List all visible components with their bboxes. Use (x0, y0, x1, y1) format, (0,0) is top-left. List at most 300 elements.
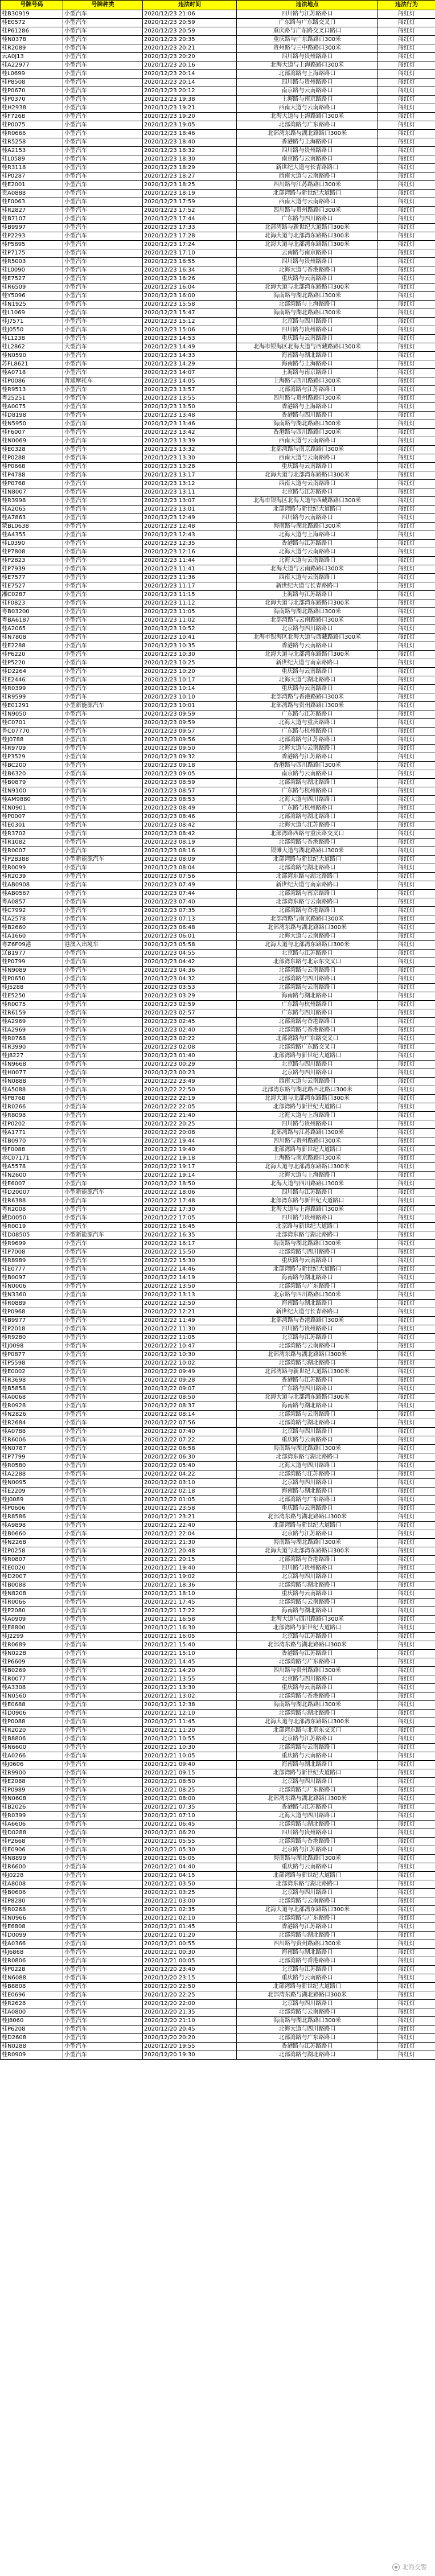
table-row (1, 1240, 435, 1248)
cell-violation-location: 北部湾路与香港路路口300米 (237, 1317, 378, 1325)
table-row (1, 1692, 435, 1701)
cell-plate-number: 桂P0086 (1, 377, 63, 386)
cell-violation-behavior: 闯红灯 (378, 1607, 435, 1616)
table-row (1, 651, 435, 659)
cell-plate-type: 小型汽车 (63, 1633, 143, 1641)
cell-plate-number: 桂R9709 (1, 745, 63, 753)
cell-plate-number: 桂R5003 (1, 258, 63, 266)
cell-violation-location: 北京路与四川路路口 (237, 1428, 378, 1436)
cell-plate-type: 小型汽车 (63, 172, 143, 181)
cell-violation-time: 2020/12/21 07:10 (143, 1812, 237, 1821)
cell-plate-type: 小型汽车 (63, 164, 143, 172)
cell-violation-time: 2020/12/21 01:45 (143, 1923, 237, 1932)
cell-violation-location: 海南路与湖北路路口 (237, 1607, 378, 1616)
cell-violation-behavior: 闯红灯 (378, 1675, 435, 1684)
cell-violation-behavior: 闯红灯 (378, 1189, 435, 1197)
cell-violation-time: 2020/12/23 20:12 (143, 87, 237, 96)
cell-violation-time: 2020/12/23 08:19 (143, 839, 237, 847)
cell-violation-behavior: 闯红灯 (378, 1991, 435, 2000)
cell-violation-behavior: 闯红灯 (378, 1624, 435, 1633)
cell-violation-time: 2020/12/22 18:06 (143, 1189, 237, 1197)
table-row (1, 1573, 435, 1581)
cell-violation-time: 2020/12/21 05:05 (143, 1855, 237, 1863)
cell-plate-number: 桂A2969 (1, 1018, 63, 1026)
cell-violation-location: 海南路与湖北路路口 (237, 1274, 378, 1283)
cell-violation-location: 北京路与江苏路路口 (237, 950, 378, 958)
cell-violation-behavior: 闯红灯 (378, 1155, 435, 1163)
cell-violation-behavior: 闯红灯 (378, 36, 435, 44)
cell-plate-type: 小型汽车 (63, 1035, 143, 1043)
cell-violation-location: 北京路与四川路路口 (237, 625, 378, 634)
cell-plate-type: 小型汽车 (63, 1240, 143, 1248)
cell-violation-location: 重庆路与云南路路口 (237, 1752, 378, 1761)
cell-violation-behavior: 闯红灯 (378, 1351, 435, 1359)
cell-plate-type: 小型汽车 (63, 1752, 143, 1761)
cell-violation-time: 2020/12/23 19:05 (143, 121, 237, 130)
cell-violation-location: 北部湾路与南京路路口 (237, 890, 378, 898)
table-row (1, 1513, 435, 1522)
cell-violation-behavior: 闯红灯 (378, 1470, 435, 1479)
cell-violation-time: 2020/12/23 16:26 (143, 275, 237, 284)
cell-plate-type: 小型汽车 (63, 779, 143, 787)
cell-violation-behavior: 闯红灯 (378, 79, 435, 87)
cell-plate-number: 桂L2862 (1, 343, 63, 352)
table-row (1, 950, 435, 958)
cell-plate-type: 小型汽车 (63, 890, 143, 898)
cell-violation-behavior: 闯红灯 (378, 463, 435, 471)
cell-plate-number: 桂R0075 (1, 1001, 63, 1009)
cell-plate-type: 小型汽车 (63, 1974, 143, 1983)
cell-plate-type: 小型汽车 (63, 1402, 143, 1411)
cell-violation-behavior: 闯红灯 (378, 1488, 435, 1496)
cell-violation-time: 2020/12/20 22:00 (143, 2000, 237, 2008)
cell-violation-behavior: 闯红灯 (378, 753, 435, 762)
cell-violation-time: 2020/12/22 09:07 (143, 1385, 237, 1394)
cell-violation-location: 北部湾东路与湖北路西北路口300米 (237, 1086, 378, 1095)
cell-plate-type: 小型汽车 (63, 87, 143, 96)
cell-violation-behavior: 闯红灯 (378, 625, 435, 634)
cell-violation-behavior: 闯红灯 (378, 924, 435, 932)
table-row (1, 599, 435, 608)
cell-violation-behavior: 闯红灯 (378, 1300, 435, 1308)
cell-plate-type: 小型汽车 (63, 1744, 143, 1752)
cell-plate-number: 桂A7863 (1, 514, 63, 523)
cell-plate-number: 桂D0099 (1, 1932, 63, 1940)
cell-plate-number: 桂A0266 (1, 1752, 63, 1761)
cell-plate-type: 小型汽车 (63, 1052, 143, 1061)
cell-plate-number: 桂R1082 (1, 839, 63, 847)
cell-violation-time: 2020/12/23 11:12 (143, 599, 237, 608)
cell-violation-location: 西南大道与云南路路口 (237, 172, 378, 181)
cell-violation-time: 2020/12/23 13:46 (143, 420, 237, 429)
cell-plate-number: 桂D2007 (1, 1573, 63, 1581)
cell-plate-type: 小型汽车 (63, 693, 143, 702)
cell-plate-number: 桂R2628 (1, 2000, 63, 2008)
cell-plate-type: 小型汽车 (63, 360, 143, 369)
cell-violation-location: 四川路与贵州路路口 (237, 1325, 378, 1334)
cell-violation-location: 北部湾路与湖北路路口 (237, 1419, 378, 1428)
table-row (1, 719, 435, 728)
cell-plate-number: 桂A0718 (1, 369, 63, 377)
cell-violation-behavior: 闯红灯 (378, 617, 435, 625)
cell-plate-type: 小型汽车 (63, 1470, 143, 1479)
table-row (1, 1769, 435, 1778)
cell-plate-number: 桂P2018 (1, 1325, 63, 1334)
cell-violation-behavior: 闯红灯 (378, 1701, 435, 1710)
table-row (1, 1718, 435, 1727)
cell-plate-type: 小型汽车 (63, 207, 143, 215)
table-row (1, 728, 435, 736)
table-row (1, 693, 435, 702)
cell-plate-number: 桂N3360 (1, 1291, 63, 1300)
cell-plate-number: 桂N7808 (1, 634, 63, 642)
table-row (1, 1974, 435, 1983)
cell-plate-type: 小型汽车 (63, 1026, 143, 1035)
cell-violation-location: 北海大道与四川路路口 (237, 2026, 378, 2034)
cell-violation-location: 南京路与云南路路口 (237, 155, 378, 164)
cell-plate-type: 小型汽车 (63, 318, 143, 326)
table-row (1, 753, 435, 762)
cell-violation-location: 北部湾东路与湖北路路口300米 (237, 1513, 378, 1522)
cell-plate-type: 小型汽车 (63, 301, 143, 309)
cell-plate-number: 桂P6208 (1, 2026, 63, 2034)
cell-plate-type: 小型汽车 (63, 1906, 143, 1914)
cell-plate-type: 小型汽车 (63, 847, 143, 856)
cell-violation-time: 2020/12/21 19:02 (143, 1573, 237, 1581)
cell-violation-time: 2020/12/21 17:45 (143, 1599, 237, 1607)
table-row (1, 96, 435, 104)
cell-plate-number: 桂P7939 (1, 565, 63, 574)
cell-plate-number: 桂P7008 (1, 1248, 63, 1257)
cell-violation-location: 北部湾东路与湖北路路口 (237, 1453, 378, 1462)
cell-violation-behavior: 闯红灯 (378, 1411, 435, 1419)
cell-violation-location: 海南路与湖北路路口300米 (237, 2017, 378, 2026)
cell-violation-behavior: 闯红灯 (378, 787, 435, 796)
cell-violation-location: 四川路与贵州路路口 (237, 79, 378, 87)
cell-violation-location: 北京路与四川路路口 (237, 1675, 378, 1684)
cell-violation-location: 海南路与湖北路路口300米 (237, 1855, 378, 1863)
cell-violation-time: 2020/12/21 14:20 (143, 1667, 237, 1675)
table-row (1, 2026, 435, 2034)
cell-violation-location: 重庆路与云南路路口 (237, 275, 378, 284)
cell-violation-behavior: 闯红灯 (378, 514, 435, 523)
table-row (1, 155, 435, 164)
table-row (1, 1180, 435, 1189)
table-row (1, 1155, 435, 1163)
cell-plate-type: 小型汽车 (63, 224, 143, 232)
cell-violation-behavior: 闯红灯 (378, 44, 435, 53)
table-row (1, 369, 435, 377)
cell-violation-time: 2020/12/22 04:22 (143, 1470, 237, 1479)
table-row (1, 531, 435, 540)
cell-violation-location: 北部湾路与香港路路口 (237, 1026, 378, 1035)
table-row (1, 1086, 435, 1095)
cell-plate-type: 小型汽车 (63, 1991, 143, 2000)
cell-plate-number: 桂F0088 (1, 1146, 63, 1155)
cell-violation-behavior: 闯红灯 (378, 326, 435, 335)
table-row (1, 565, 435, 574)
cell-violation-location: 海南路与湖北路路口 (237, 352, 378, 360)
cell-violation-location: 北海大道与北部湾东路路口300米 (237, 232, 378, 241)
cell-violation-behavior: 闯红灯 (378, 1564, 435, 1573)
cell-violation-time: 2020/12/23 05:58 (143, 941, 237, 950)
cell-violation-behavior: 闯红灯 (378, 155, 435, 164)
table-row (1, 403, 435, 412)
cell-violation-behavior: 闯红灯 (378, 1283, 435, 1291)
cell-plate-type: 小型汽车 (63, 2026, 143, 2034)
cell-violation-behavior: 闯红灯 (378, 1317, 435, 1325)
table-row (1, 79, 435, 87)
cell-violation-location: 北海大道与上海路路口300米 (237, 61, 378, 70)
cell-violation-behavior: 闯红灯 (378, 1735, 435, 1744)
cell-violation-location: 北海大道与北部湾东路路口300米 (237, 651, 378, 659)
table-row (1, 1419, 435, 1428)
cell-violation-location: 北部湾路与湖北路路口 (237, 779, 378, 787)
cell-plate-number: 桂P0799 (1, 958, 63, 967)
cell-plate-type: 小型汽车 (63, 1257, 143, 1266)
cell-violation-time: 2020/12/23 04:42 (143, 958, 237, 967)
table-row (1, 488, 435, 497)
cell-violation-behavior: 闯红灯 (378, 736, 435, 745)
header-violation-location: 违法地点 (237, 1, 378, 10)
cell-plate-type: 小型汽车 (63, 1701, 143, 1710)
cell-plate-type: 小型汽车 (63, 1505, 143, 1513)
table-row (1, 1061, 435, 1069)
table-row (1, 642, 435, 651)
cell-violation-behavior: 闯红灯 (378, 1957, 435, 1966)
cell-violation-time: 2020/12/21 16:58 (143, 1616, 237, 1624)
cell-violation-location: 上海路与南京路路口300米 (237, 1155, 378, 1163)
table-row (1, 1266, 435, 1274)
cell-violation-behavior: 闯红灯 (378, 104, 435, 113)
cell-violation-location: 广东路与杭州路路口 (237, 728, 378, 736)
cell-violation-time: 2020/12/23 13:39 (143, 437, 237, 446)
cell-plate-type: 小型汽车 (63, 625, 143, 634)
cell-plate-number: 桂N8007 (1, 488, 63, 497)
cell-plate-type: 小型汽车 (63, 608, 143, 617)
cell-violation-time: 2020/12/22 07:40 (143, 1428, 237, 1436)
cell-violation-location: 广东路与杭州路路口 (237, 787, 378, 796)
cell-violation-location: 上海路与南京路路口 (237, 96, 378, 104)
cell-plate-number: 桂N2826 (1, 1411, 63, 1419)
cell-plate-number: 桂P61286 (1, 27, 63, 36)
table-row (1, 1744, 435, 1752)
cell-plate-type: 小型汽车 (63, 565, 143, 574)
cell-plate-number: 桂R0099 (1, 864, 63, 873)
cell-violation-time: 2020/12/23 12:35 (143, 540, 237, 548)
cell-violation-location: 四川路与贵州路路口300米 (237, 1940, 378, 1949)
cell-violation-time: 2020/12/21 18:10 (143, 1590, 237, 1599)
cell-violation-time: 2020/12/22 19:44 (143, 1137, 237, 1146)
cell-violation-behavior: 闯红灯 (378, 1530, 435, 1539)
watermark (392, 2562, 427, 2571)
cell-violation-location: 新世纪大道与长青路路口 (237, 164, 378, 172)
cell-violation-time: 2020/12/23 11:17 (143, 582, 237, 591)
table-row (1, 2000, 435, 2008)
table-row (1, 10, 435, 19)
cell-plate-type: 小型汽车 (63, 1897, 143, 1906)
cell-violation-location: 北部湾路与江苏路路口 (237, 736, 378, 745)
cell-violation-time: 2020/12/23 18:19 (143, 190, 237, 198)
cell-violation-time: 2020/12/23 13:48 (143, 412, 237, 420)
cell-plate-number: 桂J0089 (1, 1496, 63, 1505)
table-row (1, 1991, 435, 2000)
cell-violation-time: 2020/12/23 07:56 (143, 873, 237, 881)
cell-plate-type: 小型汽车 (63, 1821, 143, 1829)
cell-plate-number: 桂B8806 (1, 1735, 63, 1744)
cell-violation-behavior: 闯红灯 (378, 258, 435, 266)
cell-plate-number: 藏D0050 (1, 1214, 63, 1223)
table-row (1, 1727, 435, 1735)
cell-violation-location: 香港路与四川路路口300米 (237, 429, 378, 437)
cell-violation-behavior: 闯红灯 (378, 471, 435, 480)
cell-plate-type: 小型新能源汽车 (63, 856, 143, 864)
cell-violation-behavior: 闯红灯 (378, 198, 435, 207)
cell-violation-behavior: 闯红灯 (378, 181, 435, 190)
table-row (1, 924, 435, 932)
cell-violation-behavior: 闯红灯 (378, 1821, 435, 1829)
cell-plate-number: 桂N0560 (1, 1692, 63, 1701)
cell-plate-type: 小型汽车 (63, 1112, 143, 1120)
cell-violation-location: 香港路与上海路路口 (237, 403, 378, 412)
cell-violation-time: 2020/12/21 06:20 (143, 1829, 237, 1838)
cell-violation-behavior: 闯红灯 (378, 2026, 435, 2034)
cell-violation-behavior: 闯红灯 (378, 1334, 435, 1342)
table-row (1, 1359, 435, 1368)
cell-violation-time: 2020/12/23 11:44 (143, 557, 237, 565)
cell-plate-type: 小型汽车 (63, 1479, 143, 1488)
cell-plate-type: 小型汽车 (63, 130, 143, 138)
cell-plate-number: 桂F0063 (1, 198, 63, 207)
table-row (1, 147, 435, 155)
cell-plate-number: 桂E0002 (1, 1368, 63, 1377)
cell-violation-time: 2020/12/23 13:12 (143, 480, 237, 488)
cell-violation-behavior: 闯红灯 (378, 1846, 435, 1855)
cell-plate-type: 小型汽车 (63, 437, 143, 446)
cell-violation-location: 重庆路与云南路路口 (237, 685, 378, 693)
cell-violation-location: 北京路与四川路路口 (237, 318, 378, 326)
cell-violation-time: 2020/12/22 19:14 (143, 1172, 237, 1180)
table-row (1, 318, 435, 326)
cell-violation-time: 2020/12/23 20:59 (143, 27, 237, 36)
cell-violation-location: 北部湾路与贵州路路口300米 (237, 702, 378, 710)
cell-plate-type: 小型汽车 (63, 719, 143, 728)
cell-violation-time: 2020/12/23 14:07 (143, 369, 237, 377)
cell-violation-location: 西南大道与云南路路口 (237, 480, 378, 488)
cell-plate-type: 小型汽车 (63, 113, 143, 121)
cell-violation-time: 2020/12/21 08:25 (143, 1786, 237, 1795)
cell-violation-time: 2020/12/23 10:20 (143, 668, 237, 676)
cell-plate-number: 桂C0701 (1, 719, 63, 728)
cell-plate-type: 小型汽车 (63, 1718, 143, 1727)
cell-plate-type: 小型汽车 (63, 181, 143, 190)
cell-plate-type: 小型汽车 (63, 1300, 143, 1308)
cell-plate-type: 小型汽车 (63, 53, 143, 61)
cell-plate-type: 小型汽车 (63, 1599, 143, 1607)
cell-violation-time: 2020/12/22 11:05 (143, 1334, 237, 1342)
cell-violation-behavior: 闯红灯 (378, 1308, 435, 1317)
cell-violation-behavior: 闯红灯 (378, 1769, 435, 1778)
cell-plate-number: 桂E6007 (1, 1180, 63, 1189)
cell-plate-number: 桂A8008 (1, 1880, 63, 1889)
cell-violation-behavior: 闯红灯 (378, 770, 435, 779)
cell-violation-location: 四川路与贵州路路口 (237, 1829, 378, 1838)
cell-violation-behavior: 闯红灯 (378, 61, 435, 70)
cell-plate-number: 桂P0989 (1, 1786, 63, 1795)
cell-violation-time: 2020/12/23 02:57 (143, 1009, 237, 1018)
cell-plate-number: 桂N8208 (1, 1590, 63, 1599)
cell-violation-behavior: 闯红灯 (378, 1069, 435, 1078)
cell-violation-behavior: 闯红灯 (378, 352, 435, 360)
cell-plate-number: 桂P6220 (1, 651, 63, 659)
cell-plate-number: 桂P0287 (1, 172, 63, 181)
cell-plate-number: 桂B9997 (1, 224, 63, 232)
table-row (1, 395, 435, 403)
cell-violation-time: 2020/12/20 21:35 (143, 2008, 237, 2017)
cell-violation-location: 海南路与湖北路路口300米 (237, 1539, 378, 1547)
cell-plate-type: 小型汽车 (63, 540, 143, 548)
cell-violation-location: 海南路与湖北路路口300米 (237, 1445, 378, 1453)
table-row (1, 1957, 435, 1966)
table-row (1, 1940, 435, 1949)
table-row (1, 352, 435, 360)
cell-violation-location: 广东路与四川路路口 (237, 215, 378, 224)
cell-violation-behavior: 闯红灯 (378, 1547, 435, 1556)
cell-violation-time: 2020/12/23 13:17 (143, 471, 237, 480)
cell-plate-number: 桂J0606 (1, 1761, 63, 1769)
cell-violation-location: 北海大道与江苏路路口 (237, 821, 378, 830)
cell-plate-number: 桂J7571 (1, 318, 63, 326)
cell-violation-time: 2020/12/23 03:29 (143, 992, 237, 1001)
cell-plate-type: 小型汽车 (63, 1351, 143, 1359)
cell-plate-type: 小型汽车 (63, 104, 143, 113)
cell-plate-number: 桂A9898 (1, 1522, 63, 1530)
cell-plate-type: 小型汽车 (63, 1957, 143, 1966)
cell-violation-location: 北海大道与湖北路路口 (237, 676, 378, 685)
cell-plate-type: 小型汽车 (63, 907, 143, 915)
table-row (1, 1274, 435, 1283)
table-row (1, 787, 435, 796)
table-row (1, 736, 435, 745)
cell-plate-number: 粤BA6187 (1, 617, 63, 625)
cell-violation-behavior: 闯红灯 (378, 1710, 435, 1718)
cell-violation-time: 2020/12/23 03:53 (143, 984, 237, 992)
cell-plate-type: 小型汽车 (63, 2034, 143, 2043)
cell-violation-time: 2020/12/22 14:19 (143, 1274, 237, 1283)
cell-plate-number: 桂L0090 (1, 266, 63, 275)
cell-violation-time: 2020/12/23 16:00 (143, 292, 237, 301)
table-row (1, 847, 435, 856)
cell-violation-time: 2020/12/23 17:28 (143, 232, 237, 241)
cell-violation-time: 2020/12/23 13:42 (143, 429, 237, 437)
cell-violation-location: 北京路与四川路路口 (237, 1061, 378, 1069)
cell-violation-time: 2020/12/21 12:10 (143, 1710, 237, 1718)
cell-plate-number: 桂J0228 (1, 1872, 63, 1880)
cell-violation-location: 重庆路与云南路路口 (237, 1505, 378, 1513)
table-row (1, 1522, 435, 1530)
table-row (1, 958, 435, 967)
cell-violation-behavior: 闯红灯 (378, 1274, 435, 1283)
cell-violation-time: 2020/12/20 20:20 (143, 2034, 237, 2043)
cell-violation-location: 北海大道与上海路路口 (237, 1112, 378, 1120)
cell-violation-behavior: 闯红灯 (378, 804, 435, 813)
cell-plate-type: 小型汽车 (63, 804, 143, 813)
table-row (1, 471, 435, 480)
cell-plate-type: 普通摩托车 (63, 377, 143, 386)
cell-violation-time: 2020/12/22 12:21 (143, 1308, 237, 1317)
cell-plate-number: 桂R8098 (1, 1112, 63, 1120)
cell-plate-number: 桂R6509 (1, 284, 63, 292)
